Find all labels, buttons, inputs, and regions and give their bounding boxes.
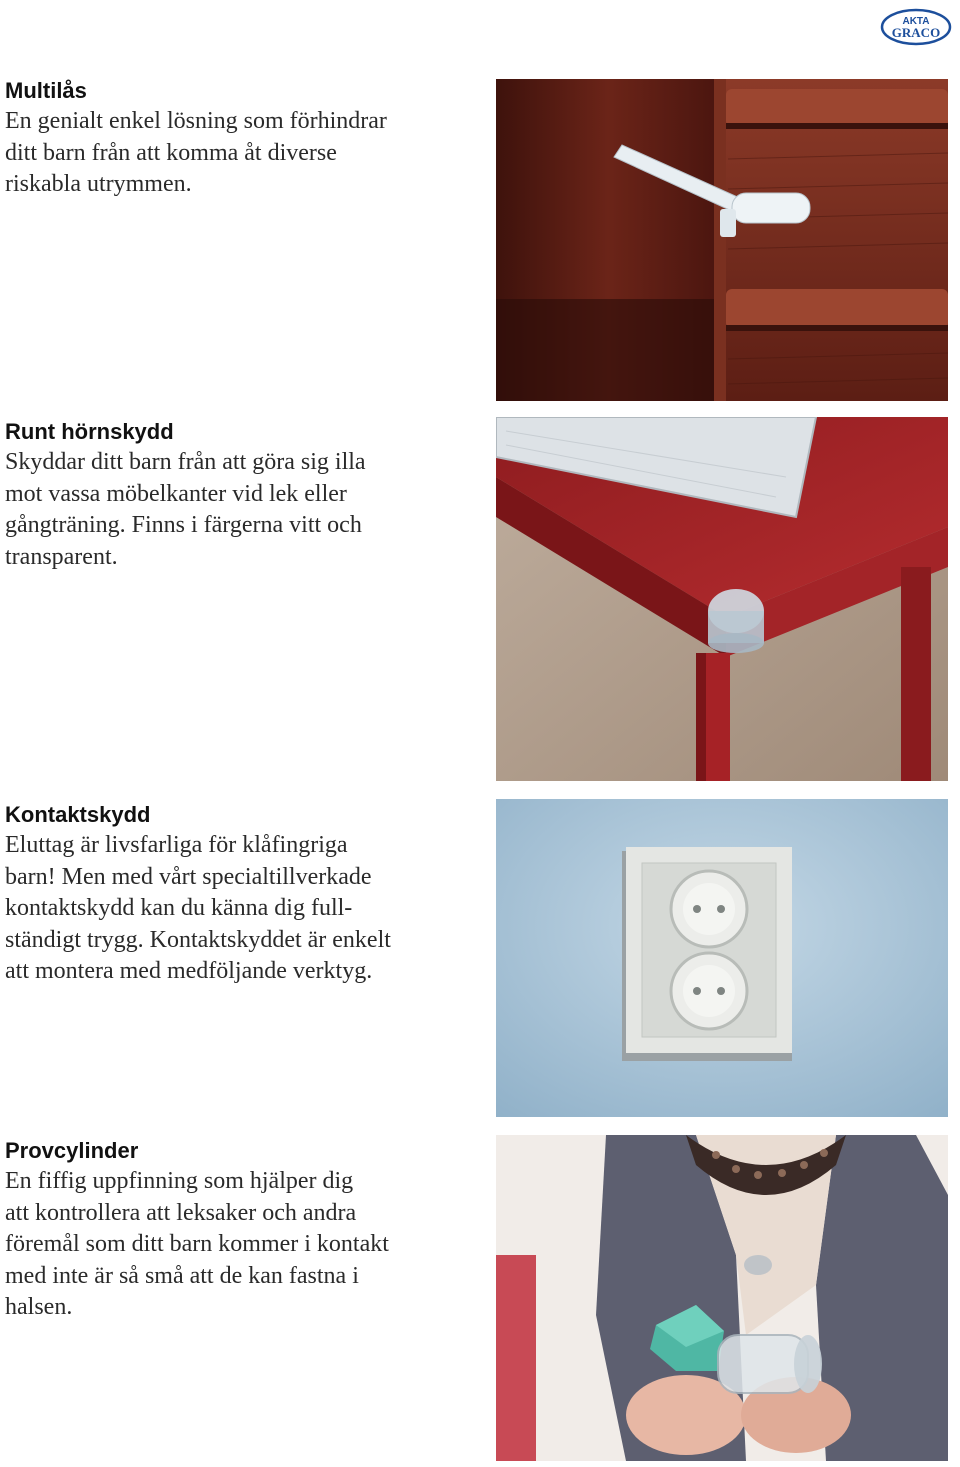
- section-line: föremål som ditt barn kommer i kontakt: [5, 1231, 389, 1257]
- section-line: En fiffig uppfinning som hjälper dig: [5, 1168, 354, 1194]
- photo-multilock-drawer: [496, 79, 948, 401]
- section-line: med inte är så små att de kan fastna i: [5, 1262, 359, 1289]
- section-test-cylinder: [5, 1136, 467, 1324]
- section-heading: Provcylinder: [5, 1138, 139, 1163]
- logo-line2: GRACO: [891, 25, 941, 40]
- section-line: kontaktskydd kan du känna dig full-: [5, 895, 353, 921]
- akta-graco-logo: [880, 8, 952, 46]
- section-line: ditt barn från att komma åt diverse: [5, 139, 337, 166]
- logo-line1: AKTA: [902, 16, 930, 27]
- section-line: att kontrollera att leksaker och andra: [5, 1199, 357, 1226]
- section-line: Eluttag är livsfarliga för klåfingriga: [5, 832, 348, 858]
- photo-table-corner: [496, 417, 948, 781]
- section-line: transparent.: [5, 543, 118, 570]
- section-line: halsen.: [5, 1294, 73, 1320]
- section-corner-guard: [5, 417, 467, 573]
- section-heading: Multilås: [5, 78, 87, 103]
- section-line: ständigt trygg. Kontaktskyddet är enkelt: [5, 926, 391, 953]
- section-line: Skyddar ditt barn från att göra sig illa: [5, 449, 366, 475]
- section-heading: Kontaktskydd: [5, 802, 151, 827]
- section-line: gångträning. Finns i färgerna vitt och: [5, 512, 362, 538]
- photo-test-cylinder: [496, 1135, 948, 1461]
- section-multilas: [5, 76, 467, 201]
- section-line: mot vassa möbelkanter vid lek eller: [5, 480, 347, 507]
- section-outlet-cover: [5, 800, 467, 988]
- section-line: barn! Men med vårt specialtillverkade: [5, 863, 372, 890]
- photo-wall-outlet: [496, 799, 948, 1117]
- section-line: En genialt enkel lösning som förhindrar: [5, 108, 387, 134]
- section-line: riskabla utrymmen.: [5, 171, 192, 197]
- section-heading: Runt hörnskydd: [5, 419, 174, 444]
- section-line: att montera med medföljande verktyg.: [5, 958, 373, 984]
